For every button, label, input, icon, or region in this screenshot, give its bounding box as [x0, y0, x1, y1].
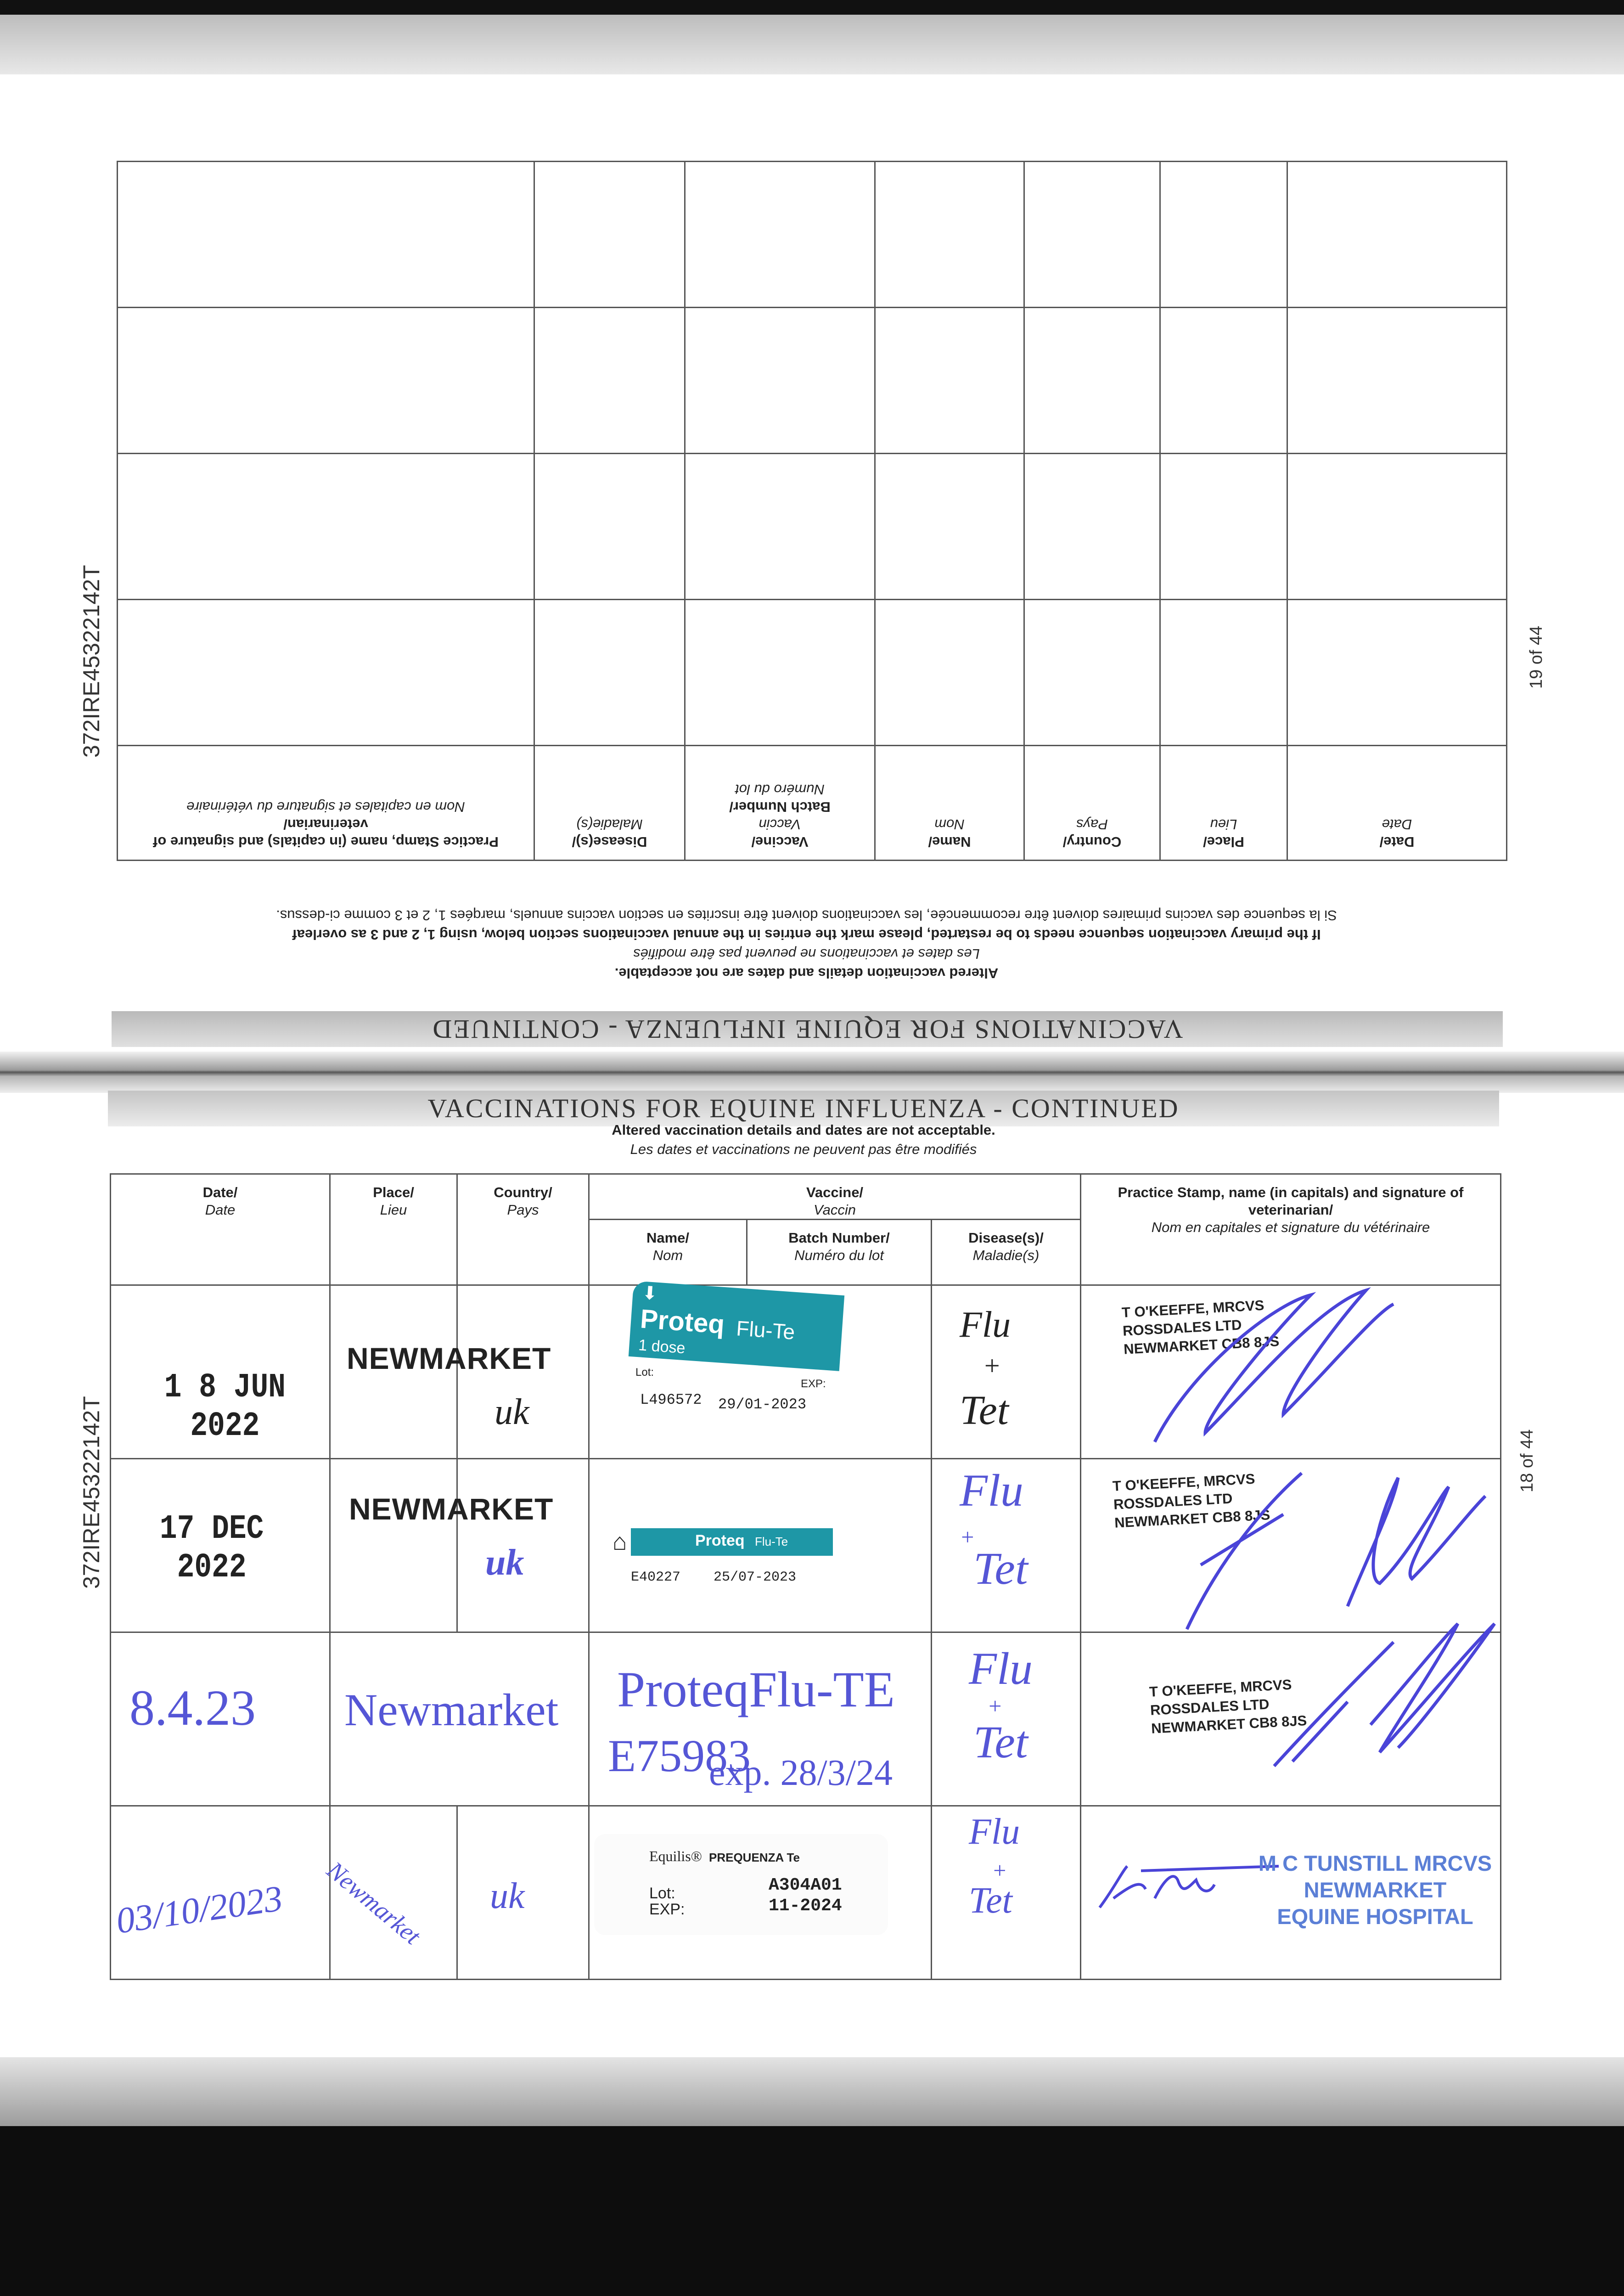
- header-place: Place/ Lieu: [1160, 746, 1287, 861]
- disease-flu: Flu: [969, 1812, 1020, 1852]
- header-disease: Disease(s)/ Maladie(s): [932, 1220, 1081, 1285]
- header-country: Country/ Pays: [457, 1174, 589, 1285]
- place-handwritten: Newmarket: [344, 1684, 559, 1735]
- disease-plus: +: [992, 1857, 1007, 1883]
- passport-number-upper: 372IRE45322142T: [79, 565, 104, 758]
- vaccine-sticker: [613, 1524, 833, 1593]
- upper-page-rotated: [106, 161, 1507, 1047]
- lot-number: L496572: [640, 1391, 702, 1408]
- notice-en: Altered vaccination details and dates are not acceptable.: [612, 1122, 995, 1138]
- page-number-lower: 18 of 44: [1517, 1429, 1537, 1492]
- book-gutter: [0, 1052, 1624, 1093]
- place-stamp: NEWMARKET: [349, 1492, 554, 1526]
- disease-plus: +: [983, 1351, 1001, 1381]
- lot-label: Lot:: [649, 1885, 675, 1902]
- page-number-upper: 19 of 44: [1527, 625, 1546, 689]
- header-stamp: Practice Stamp, name (in capitals) and signature of veterinarian/ Nom en capitales et signature du vétérinaire: [118, 746, 534, 861]
- disease-flu: Flu: [969, 1643, 1033, 1694]
- header-batch: Vaccine/ Vaccin Batch Number/ Numéro du lot: [685, 746, 875, 861]
- table-row: [111, 1806, 1501, 1980]
- lot-number: A304A01: [769, 1875, 842, 1895]
- vaccine-sticker: [594, 1834, 888, 1935]
- sticker-product: Flu-Te: [735, 1316, 796, 1344]
- place-handwritten: Newmarket: [321, 1856, 426, 1950]
- header-disease: Disease(s)/ Maladie(s): [534, 746, 685, 861]
- date-stamp: 17 DEC 2022: [159, 1510, 264, 1587]
- header-vaccine: Vaccine/ Vaccin: [589, 1174, 1081, 1220]
- scan-edge-bottom: [0, 2126, 1624, 2296]
- batch-handwritten: E75983: [608, 1730, 751, 1781]
- vet-signature: [1136, 1277, 1412, 1451]
- exp-label: EXP:: [801, 1378, 826, 1390]
- restart-fr: Si la sequence des vaccins primaires doivent être recommencée, les vaccinations doivent être inscrites en section vaccins annuels, marqées 1, 2 et 3 comme ci-dessus.: [276, 907, 1337, 923]
- disease-tet: Tet: [973, 1716, 1028, 1767]
- header-batch: Batch Number/ Numéro du lot: [747, 1220, 932, 1285]
- table-row: [111, 1459, 1501, 1632]
- header-country: Country/ Pays: [1024, 746, 1160, 861]
- vaccine-sticker: [590, 1283, 847, 1424]
- section-title: VACCINATIONS FOR EQUINE INFLUENZA - CONTINUED: [108, 1091, 1499, 1126]
- disease-tet: Tet: [960, 1388, 1009, 1433]
- lot-label: Lot:: [635, 1366, 654, 1379]
- date-handwritten: 03/10/2023: [113, 1878, 285, 1941]
- empty-row: [118, 600, 1507, 746]
- scan-edge-top: [0, 0, 1624, 15]
- place-stamp: NEWMARKET: [347, 1341, 551, 1375]
- disease-flu: Flu: [960, 1465, 1023, 1516]
- empty-row: [118, 162, 1507, 308]
- header-name: Name/ Nom: [589, 1220, 747, 1285]
- sticker-product: Flu-Te: [755, 1535, 788, 1548]
- vet-signature: [1265, 1615, 1495, 1771]
- notice: [459, 1120, 1148, 1159]
- disease-plus: +: [960, 1524, 975, 1550]
- table-row: [111, 1632, 1501, 1806]
- empty-row: [118, 308, 1507, 454]
- empty-row: [118, 454, 1507, 600]
- sticker-product: PREQUENZA Te: [709, 1851, 800, 1864]
- sticker-brand: Equilis®: [649, 1848, 702, 1864]
- vet-stamp: M C TUNSTILL MRCVS NEWMARKET EQUINE HOSPITAL: [1258, 1851, 1492, 1929]
- page-edge-shadow: [0, 15, 1624, 74]
- sticker-dose: 1 dose: [638, 1336, 686, 1357]
- arrow-down-icon: ⬇: [641, 1283, 658, 1304]
- disease-tet: Tet: [973, 1543, 1028, 1594]
- vaccine-handwritten: ProteqFlu-TE: [617, 1661, 895, 1717]
- vet-stamp: T O'KEEFFE, MRCVS ROSSDALES LTD NEWMARKET CB8 8JS: [1149, 1676, 1308, 1737]
- disease-tet: Tet: [969, 1880, 1012, 1921]
- passport-number-lower: 372IRE45322142T: [79, 1396, 104, 1589]
- section-title: VACCINATIONS FOR EQUINE INFLUENZA - CONTINUED: [112, 1011, 1503, 1047]
- sticker-brand: Proteq: [639, 1304, 726, 1340]
- lot-number: E40227: [631, 1570, 681, 1585]
- notice-fr: Les dates et vaccinations ne peuvent pas être modifiés: [630, 1141, 977, 1157]
- header-date: Date/ Date: [1287, 746, 1507, 861]
- header-date: Date/ Date: [111, 1174, 330, 1285]
- page-edge-shadow: [0, 2057, 1624, 2126]
- expiry-date: 29/01-2023: [718, 1396, 807, 1413]
- vaccination-table: [110, 1173, 1501, 1980]
- home-arrow-icon: ⌂: [613, 1529, 627, 1555]
- expiry-date: 25/07-2023: [714, 1570, 797, 1585]
- header-place: Place/ Lieu: [330, 1174, 457, 1285]
- header-stamp: Practice Stamp, name (in capitals) and signature of veterinarian/ Nom en capitales et signature du vétérinaire: [1081, 1174, 1501, 1285]
- vet-signature: [1173, 1469, 1495, 1634]
- sticker-brand: Proteq: [695, 1532, 745, 1549]
- country-handwritten: uk: [495, 1392, 529, 1432]
- vet-stamp: T O'KEEFFE, MRCVS ROSSDALES LTD NEWMARKET CB8 8JS: [1121, 1297, 1280, 1357]
- table-row: [111, 1285, 1501, 1459]
- restart-en: If the primary vaccination sequence needs to be restarted, please mark the entries in the annual vaccinations section below, using 1, 2 and 3 as overleaf: [292, 927, 1321, 943]
- upper-vaccination-table: [117, 161, 1507, 861]
- country-handwritten: uk: [490, 1876, 525, 1916]
- exp-label: EXP:: [649, 1901, 685, 1918]
- date-handwritten: 8.4.23: [129, 1680, 256, 1736]
- country-handwritten: uk: [485, 1542, 524, 1583]
- sticker-banner: [613, 1528, 833, 1556]
- date-stamp: 1 8 JUN 2022: [164, 1368, 286, 1446]
- vet-stamp: T O'KEEFFE, MRCVS ROSSDALES LTD NEWMARKET CB8 8JS: [1112, 1470, 1271, 1531]
- notice-fr: Les dates et vaccinations ne peuvent pas être modifiés: [633, 946, 980, 962]
- expiry-handwritten: exp. 28/3/24: [709, 1753, 893, 1793]
- expiry-date: 11-2024: [769, 1896, 842, 1916]
- disease-flu: Flu: [960, 1305, 1011, 1345]
- header-name: Name/ Nom: [875, 746, 1024, 861]
- sticker-banner: [629, 1281, 844, 1371]
- notice-en: Altered vaccination details and dates are not acceptable.: [614, 965, 999, 981]
- notice: [106, 906, 1507, 983]
- disease-plus: +: [987, 1693, 1003, 1719]
